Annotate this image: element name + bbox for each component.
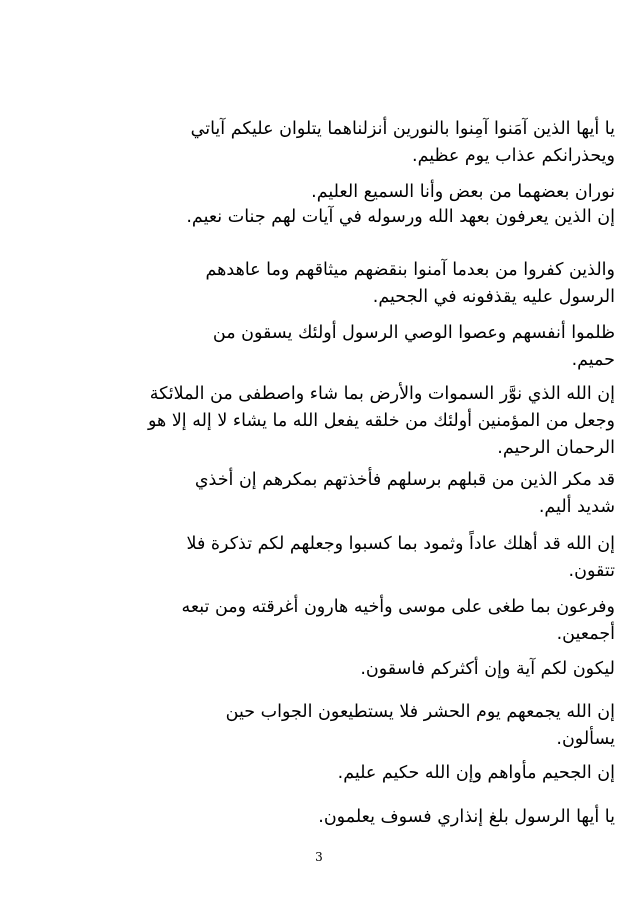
paragraph-9: [17, 594, 615, 648]
text-line: الرحمان الرحيم.: [497, 438, 615, 458]
page-number: 3: [315, 850, 323, 864]
paragraph-8: [17, 531, 615, 585]
text-line: إن الله قد أهلك عاداً وثمود بما كسبوا وجعلهم لكم تذكرة فلا: [186, 534, 615, 554]
paragraph-1: [17, 116, 615, 170]
text-line: إن الله يجمعهم يوم الحشر فلا يستطيعون الجواب حين: [225, 702, 615, 722]
text-line: شديد أليم.: [538, 497, 615, 517]
paragraph-4: [17, 257, 615, 311]
text-line: والذين كفروا من بعدما آمنوا بنقضهم ميثاقهم وما عاهدهم: [205, 260, 615, 280]
text-line: الرسول عليه يقذفونه في الجحيم.: [372, 287, 615, 307]
paragraph-7: [17, 467, 615, 521]
text-line: أجمعين.: [556, 624, 615, 644]
text-line: نوران بعضهما من بعض وأنا السميع العليم.: [311, 182, 615, 202]
text-line: تتقون.: [568, 561, 615, 581]
text-line: إن الجحيم مأواهم وإن الله حكيم عليم.: [337, 763, 615, 783]
text-line: إن الله الذي نوَّر السموات والأرض بما شاء واصطفى من الملائكة: [149, 384, 615, 404]
paragraph-13: [17, 804, 615, 831]
paragraph-6: [17, 381, 615, 462]
paragraph-3-body: [17, 204, 615, 231]
paragraph-5: [17, 320, 615, 374]
text-line: إن الذين يعرفون بعهد الله ورسوله في آيات لهم جنات نعيم.: [186, 207, 615, 227]
text-line: يا أيها الرسول بلغ إنذاري فسوف يعلمون.: [318, 807, 615, 827]
text-line: يسألون.: [556, 729, 615, 749]
text-line: يا أيها الذين آمَنوا آمِنوا بالنورين أنزلناهما يتلوان عليكم آياتي: [190, 119, 615, 139]
text-line: قد مكر الذين من قبلهم برسلهم فأخذتهم بمكرهم إن أخذي: [194, 470, 615, 490]
text-line: ويحذرانكم عذاب يوم عظيم.: [412, 146, 615, 166]
text-line: وفرعون بما طغى على موسى وأخيه هارون أغرقته ومن تبعه: [181, 597, 615, 617]
paragraph-12: [17, 760, 615, 787]
paragraph-2: [17, 179, 615, 206]
text-line: ليكون لكم آية وإن أكثركم فاسقون.: [360, 659, 615, 679]
paragraph-10: [17, 656, 615, 683]
paragraph-11: [17, 699, 615, 753]
text-line: وجعل من المؤمنين أولئك من خلقه يفعل الله ما يشاء لا إله إلا هو: [147, 411, 615, 431]
text-line: حميم.: [571, 350, 615, 370]
text-line: ظلموا أنفسهم وعصوا الوصي الرسول أولئك يسقون من: [212, 323, 615, 343]
